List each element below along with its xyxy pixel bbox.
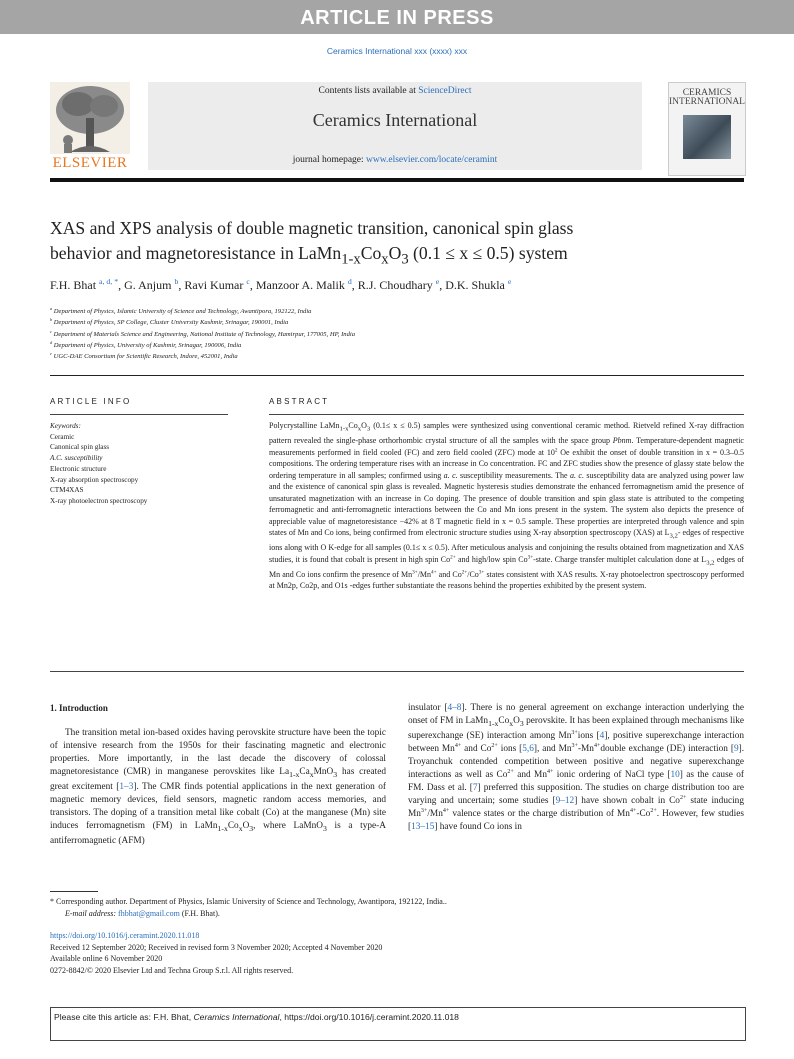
citation-link[interactable]: 5,6 bbox=[522, 743, 534, 754]
title-part: behavior and magnetoresistance in LaMn bbox=[50, 243, 342, 263]
article-in-press-banner: ARTICLE IN PRESS bbox=[0, 0, 794, 34]
affiliation bbox=[50, 306, 744, 317]
homepage-prefix: journal homepage: bbox=[292, 155, 367, 165]
received-dates: Received 12 September 2020; Received in revised form 3 November 2020; Accepted 4 November 2020 bbox=[50, 942, 383, 952]
author-name[interactable]: G. Anjum bbox=[124, 278, 172, 292]
journal-reference-link[interactable]: Ceramics International xxx (xxxx) xxx bbox=[326, 46, 468, 56]
keyword: Ceramic bbox=[50, 432, 75, 441]
author-affil-sup[interactable]: e bbox=[507, 277, 512, 286]
author[interactable] bbox=[256, 278, 352, 292]
citation-link[interactable]: 4–8 bbox=[447, 703, 462, 713]
author-affil-sup[interactable]: c bbox=[246, 277, 250, 286]
author-affil-sup[interactable]: a, d, * bbox=[99, 277, 119, 286]
affiliation-text: UGC-DAE Consortium for Scientific Research, Indore, 452001, India bbox=[53, 353, 238, 361]
intro-column-left: The transition metal ion-based oxides having perovskite structure have been the topic of intensive research from the 1950s for their fascinating magnetic and electronic properties. More importantly, in the last decade the discovery of colossal magnetoresistance (CMR) in manganese perovskites like $La_{1-x}Ca_xMnO_3$ has created great excitement [1–3]. The CMR finds potential applications in the next generation of magnetic memory devices, field sensors, magnetic random access memories, and transistors. The doping of a transition metal like cobalt (Co) at the manganese (Mn) site induces ferromagnetism (FM) in $LaMn_{1-x}Co_xO_3$, where LaMnO$_3$ is a type-A antiferromagnetic (AFM) bbox=[50, 728, 387, 846]
section-heading-introduction: 1. Introduction bbox=[50, 703, 108, 713]
author[interactable] bbox=[358, 278, 439, 292]
affiliation-text: Department of Physics, University of Kashmir, Srinagar, 190006, India bbox=[53, 341, 242, 349]
citation-link[interactable]: 9–12 bbox=[555, 795, 575, 806]
homepage-link[interactable]: www.elsevier.com/locate/ceramint bbox=[366, 155, 498, 165]
email-link[interactable]: fhbhat@gmail.com bbox=[118, 909, 180, 918]
affiliation-list bbox=[50, 306, 744, 362]
author-affil-sup[interactable]: b bbox=[174, 277, 179, 286]
affiliation-text: Department of Physics, Islamic University of Science and Technology, Awantipora, 192122, India bbox=[53, 308, 312, 315]
title-part: Co bbox=[360, 243, 382, 263]
affiliation-tag: b bbox=[50, 317, 53, 323]
article-info-rule bbox=[50, 414, 228, 415]
citation-link[interactable]: 1–3 bbox=[119, 781, 134, 792]
author[interactable] bbox=[124, 278, 178, 292]
journal-cover-image[interactable] bbox=[668, 82, 746, 176]
author-list: F.H. Bhat $^{a, d, *}$, G. Anjum $^b$, Ravi Kumar $^c$, Manzoor A. Malik $^d$, R.J. Choudhary $^e$, D.K. Shukla $^e$ bbox=[50, 277, 512, 292]
author-affil-sup[interactable]: d bbox=[347, 277, 352, 286]
publisher-logo-text: ELSEVIER bbox=[52, 155, 128, 171]
cover-picture bbox=[683, 115, 731, 159]
title-sub: 1-x bbox=[341, 251, 361, 268]
doi-link[interactable]: https://doi.org/10.1016/j.ceramint.2020.11.018 bbox=[50, 931, 200, 940]
title-sub: 3 bbox=[401, 251, 409, 268]
title-part: O bbox=[388, 243, 402, 263]
article-info-heading: ARTICLE INFO bbox=[50, 397, 132, 406]
citation-link[interactable]: 13–15 bbox=[411, 821, 435, 832]
author[interactable] bbox=[445, 278, 511, 292]
contents-prefix: Contents lists available at bbox=[318, 86, 419, 96]
keyword: X-ray photoelectron spectroscopy bbox=[50, 496, 148, 505]
citation-box bbox=[50, 1007, 746, 1041]
abstract-heading: ABSTRACT bbox=[269, 397, 330, 406]
footnote-text: Corresponding author. Department of Physics, Islamic University of Science and Technology, Awantipora, 192122, India.. bbox=[54, 897, 447, 906]
keyword: CTM4XAS bbox=[50, 486, 84, 495]
abstract-text: Polycrystalline $LaMn_{1-x}Co_xO_3$ (0.1≤ x ≤ 0.5) samples were synthesized using conventional ceramic method. Rietveld refined X-ray diffraction pattern revealed the single-phase orthorhombic crystal structure of all the samples with the space group Pbnm. Temperature-dependent magnetic measurements performed in field cooled (FC) and zero field cooled (ZFC) mode at $10^2$ Oe exhibit the onset of double transition in x = 0.3–0.5 compositions. The ordering temperature rises with an increase in Co concentration. FC and ZFC studies show the presence of glassy state below the ordering temperature in all samples; confirmed using a. c. susceptibility measurements. The a. c. susceptibility data are analyzed using power law and the existence of canonical spin glass is revealed. Magnetic hysteresis studies demonstrate the enhanced ferromagnetism amid the presence of unsaturated magnetization with an increase in Co doping. The presence of double transition and spin glass state is attributed to the competing ferromagnetic and anti-ferromagnetic interactions between the Co and Mn ions present in the system. The system also depicts the presence of appreciable value of magnetoresistance −42% at 8 T magnetic field in x = 0.5 sample. These properties are interpreted through valence and spin states of Mn and Co ions, being confirmed from electronic structure studies using X-ray absorption spectroscopy (XAS) at $L_{3,2}-$ edges of respective ions along with O K-edge for all samples (0.1≤ x ≤ 0.5). After meticulous analysis and conjoining the results obtained from magnetization and XAS studies, it is found that cobalt is present in high spin $Co^{2+}$ and high/low spin $Co^{3+}$-state. Charge transfer multiplet calculation done at $L_{3,2}$ edges of Mn and Co ions confirm the presence of $Mn^{3+}/Mn^{4+}$ and $Co^{2+}/Co^{3+}$ states consistent with XAS results. X-ray photoelectron spectroscopy performed at Mn2p, Co2p, and O1s -edges further substantiate the reasons behind the properties exhibited by the present system. bbox=[269, 421, 745, 591]
cover-title: CERAMICS INTERNATIONAL bbox=[669, 88, 745, 107]
sciencedirect-link[interactable]: ScienceDirect bbox=[418, 86, 472, 96]
citation-text: Please cite this article as: F.H. Bhat, Ceramics International, https://doi.org/10.1016/j.ceramint.2020.11.018 bbox=[54, 1012, 459, 1022]
affiliation-tag: c bbox=[50, 328, 52, 334]
corresponding-author-footnote bbox=[50, 896, 744, 920]
citation-link[interactable]: 4 bbox=[599, 730, 605, 741]
affiliation bbox=[50, 340, 744, 351]
copyright: 0272-8842/© 2020 Elsevier Ltd and Techna Group S.r.l. All rights reserved. bbox=[50, 965, 294, 975]
author-name[interactable]: F.H. Bhat bbox=[50, 278, 97, 292]
affiliation-tag: d bbox=[50, 339, 53, 345]
author-name[interactable]: R.J. Choudhary bbox=[357, 278, 433, 292]
abstract-bottom-rule bbox=[50, 671, 744, 672]
citation-link[interactable]: 10 bbox=[670, 769, 680, 780]
title-line-1: XAS and XPS analysis of double magnetic transition, canonical spin glass bbox=[50, 218, 574, 238]
email-suffix: (F.H. Bhat). bbox=[179, 909, 220, 918]
footnote-marker: * bbox=[50, 897, 54, 906]
author-affil-sup[interactable]: e bbox=[435, 277, 440, 286]
keyword: X-ray absorption spectroscopy bbox=[50, 475, 139, 484]
title-part: (0.1 ≤ x ≤ 0.5) system bbox=[408, 243, 568, 263]
contents-line bbox=[148, 86, 642, 96]
citation-link[interactable]: 9 bbox=[733, 743, 739, 754]
affiliation-tag: a bbox=[50, 305, 53, 311]
intro-column-right: insulator [4–8]. There is no general agreement on exchange interaction underlying the onset of FM in $LaMn_{1-x}Co_xO_3$ perovskite. It has been explained through mechanisms like superexchange (SE) interaction among $Mn^{3+}ions$ [4], positive superexchange interaction between $Mn^{4+}$ and $Co^{2+}$ ions [5,6], and $Mn^{3+}-Mn^{4+}double$ exchange (DE) interaction [9]. Troyanchuk contended competition between positive and negative superexchange interactions as well as $Co^{2+}$ and $Mn^{4+}$ ionic ordering of NaCl type [10] as the cause of FM. Dass et al. [7] preferred this supposition. The studies on charge distribution too are varying and uncertain; some studies [9–12] have shown cobalt in $Co^{2+}$ state inducing $Mn^{3+}/Mn^{4+}$ valence states or the charge distribution of $Mn^{4+}-Co^{2+}$. However, few studies [13–15] have found Co ions in bbox=[408, 703, 745, 832]
footnote-rule bbox=[50, 891, 98, 892]
affiliation bbox=[50, 351, 744, 362]
online-date: Available online 6 November 2020 bbox=[50, 954, 163, 964]
affiliation bbox=[50, 329, 744, 340]
affiliation-rule bbox=[50, 375, 744, 376]
keywords-block bbox=[50, 421, 228, 507]
title-sub: x bbox=[381, 251, 389, 268]
homepage-line bbox=[148, 155, 642, 165]
author-name[interactable]: Manzoor A. Malik bbox=[255, 278, 345, 292]
abstract-rule bbox=[269, 414, 744, 415]
header-rule bbox=[50, 178, 744, 182]
keywords-label: Keywords: bbox=[50, 422, 81, 430]
affiliation-tag: e bbox=[50, 351, 52, 356]
journal-name: Ceramics International bbox=[312, 110, 478, 130]
keyword: A.C. susceptibility bbox=[50, 454, 103, 463]
author[interactable] bbox=[184, 278, 249, 292]
affiliation-text: Department of Materials Science and Engineering, National Institute of Technology, Hamirpur, 177005, HP, India bbox=[53, 330, 356, 338]
affiliation bbox=[50, 317, 744, 328]
author-name[interactable]: D.K. Shukla bbox=[445, 278, 505, 292]
affiliation-text: Department of Physics, SP College, Cluster University Kashmir, Srinagar, 190001, India bbox=[53, 319, 289, 327]
citation-link[interactable]: 7 bbox=[472, 782, 478, 793]
author-name[interactable]: Ravi Kumar bbox=[184, 278, 244, 292]
publication-info bbox=[50, 930, 744, 976]
article-title bbox=[50, 216, 744, 273]
email-label: E-mail address: bbox=[65, 909, 119, 918]
author[interactable] bbox=[50, 278, 118, 292]
keyword: Electronic structure bbox=[50, 464, 107, 473]
journal-masthead bbox=[148, 82, 642, 170]
keyword: Canonical spin glass bbox=[50, 443, 110, 452]
